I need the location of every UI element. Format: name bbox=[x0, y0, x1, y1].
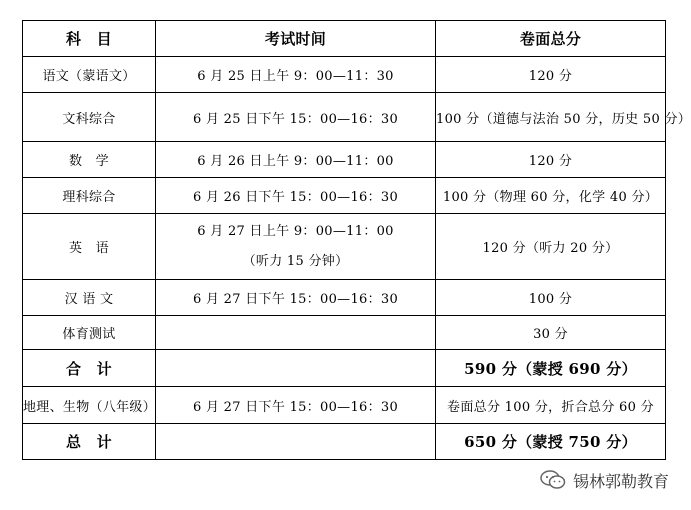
subject-cell: 英 语 bbox=[23, 214, 156, 280]
subject-cell: 地理、生物（八年级） bbox=[23, 387, 156, 424]
time-cell: 6 月 26 日下午 15：00—16：30 bbox=[156, 178, 436, 214]
score-cell: 30 分 bbox=[436, 316, 666, 350]
score-cell: 卷面总分 100 分，折合总分 60 分 bbox=[436, 387, 666, 424]
score-cell: 120 分 bbox=[436, 57, 666, 93]
header-time: 考试时间 bbox=[156, 21, 436, 57]
score-cell: 120 分（听力 20 分） bbox=[436, 214, 666, 280]
table-row bbox=[23, 316, 666, 350]
table-row bbox=[23, 93, 666, 142]
time-note: （听力 15 分钟） bbox=[242, 253, 349, 269]
table-header-row bbox=[23, 21, 666, 57]
exam-schedule-table bbox=[22, 20, 691, 460]
subject-cell: 总 计 bbox=[23, 424, 156, 460]
subject-cell: 汉 语 文 bbox=[23, 280, 156, 316]
table-row bbox=[23, 142, 666, 178]
subject-cell: 语文（蒙语文） bbox=[23, 57, 156, 93]
time-cell: 6 月 26 日上午 9：00—11：00 bbox=[156, 142, 436, 178]
subject-cell: 文科综合 bbox=[23, 93, 156, 142]
score-cell: 100 分 bbox=[436, 280, 666, 316]
time-cell bbox=[156, 214, 436, 280]
time-cell bbox=[156, 424, 436, 460]
grand-total-row bbox=[23, 424, 666, 460]
subject-cell: 合 计 bbox=[23, 350, 156, 387]
subtotal-row bbox=[23, 350, 666, 387]
header-score: 卷面总分 bbox=[436, 21, 666, 57]
header-subject: 科 目 bbox=[23, 21, 156, 57]
time-line: 6 月 27 日上午 9：00—11：00 bbox=[197, 223, 394, 239]
subject-cell: 理科综合 bbox=[23, 178, 156, 214]
table-row bbox=[23, 178, 666, 214]
time-cell bbox=[156, 316, 436, 350]
time-cell: 6 月 27 日下午 15：00—16：30 bbox=[156, 280, 436, 316]
table-row bbox=[23, 387, 666, 424]
score-cell: 100 分（物理 60 分，化学 40 分） bbox=[436, 178, 666, 214]
wechat-icon bbox=[539, 469, 567, 491]
subject-cell: 体育测试 bbox=[23, 316, 156, 350]
table-row bbox=[23, 57, 666, 93]
score-cell: 650 分（蒙授 750 分） bbox=[436, 424, 666, 460]
time-cell: 6 月 25 日下午 15：00—16：30 bbox=[156, 93, 436, 142]
time-cell: 6 月 25 日上午 9：00—11：30 bbox=[156, 57, 436, 93]
subject-cell: 数 学 bbox=[23, 142, 156, 178]
time-cell bbox=[156, 350, 436, 387]
time-cell: 6 月 27 日下午 15：00—16：30 bbox=[156, 387, 436, 424]
table-row bbox=[23, 214, 666, 280]
watermark-text: 锡林郭勒教育 bbox=[572, 471, 669, 491]
score-cell: 590 分（蒙授 690 分） bbox=[436, 350, 666, 387]
score-cell: 120 分 bbox=[436, 142, 666, 178]
table-row bbox=[23, 280, 666, 316]
watermark bbox=[539, 466, 669, 494]
score-cell: 100 分（道德与法治 50 分，历史 50 分） bbox=[436, 93, 666, 142]
